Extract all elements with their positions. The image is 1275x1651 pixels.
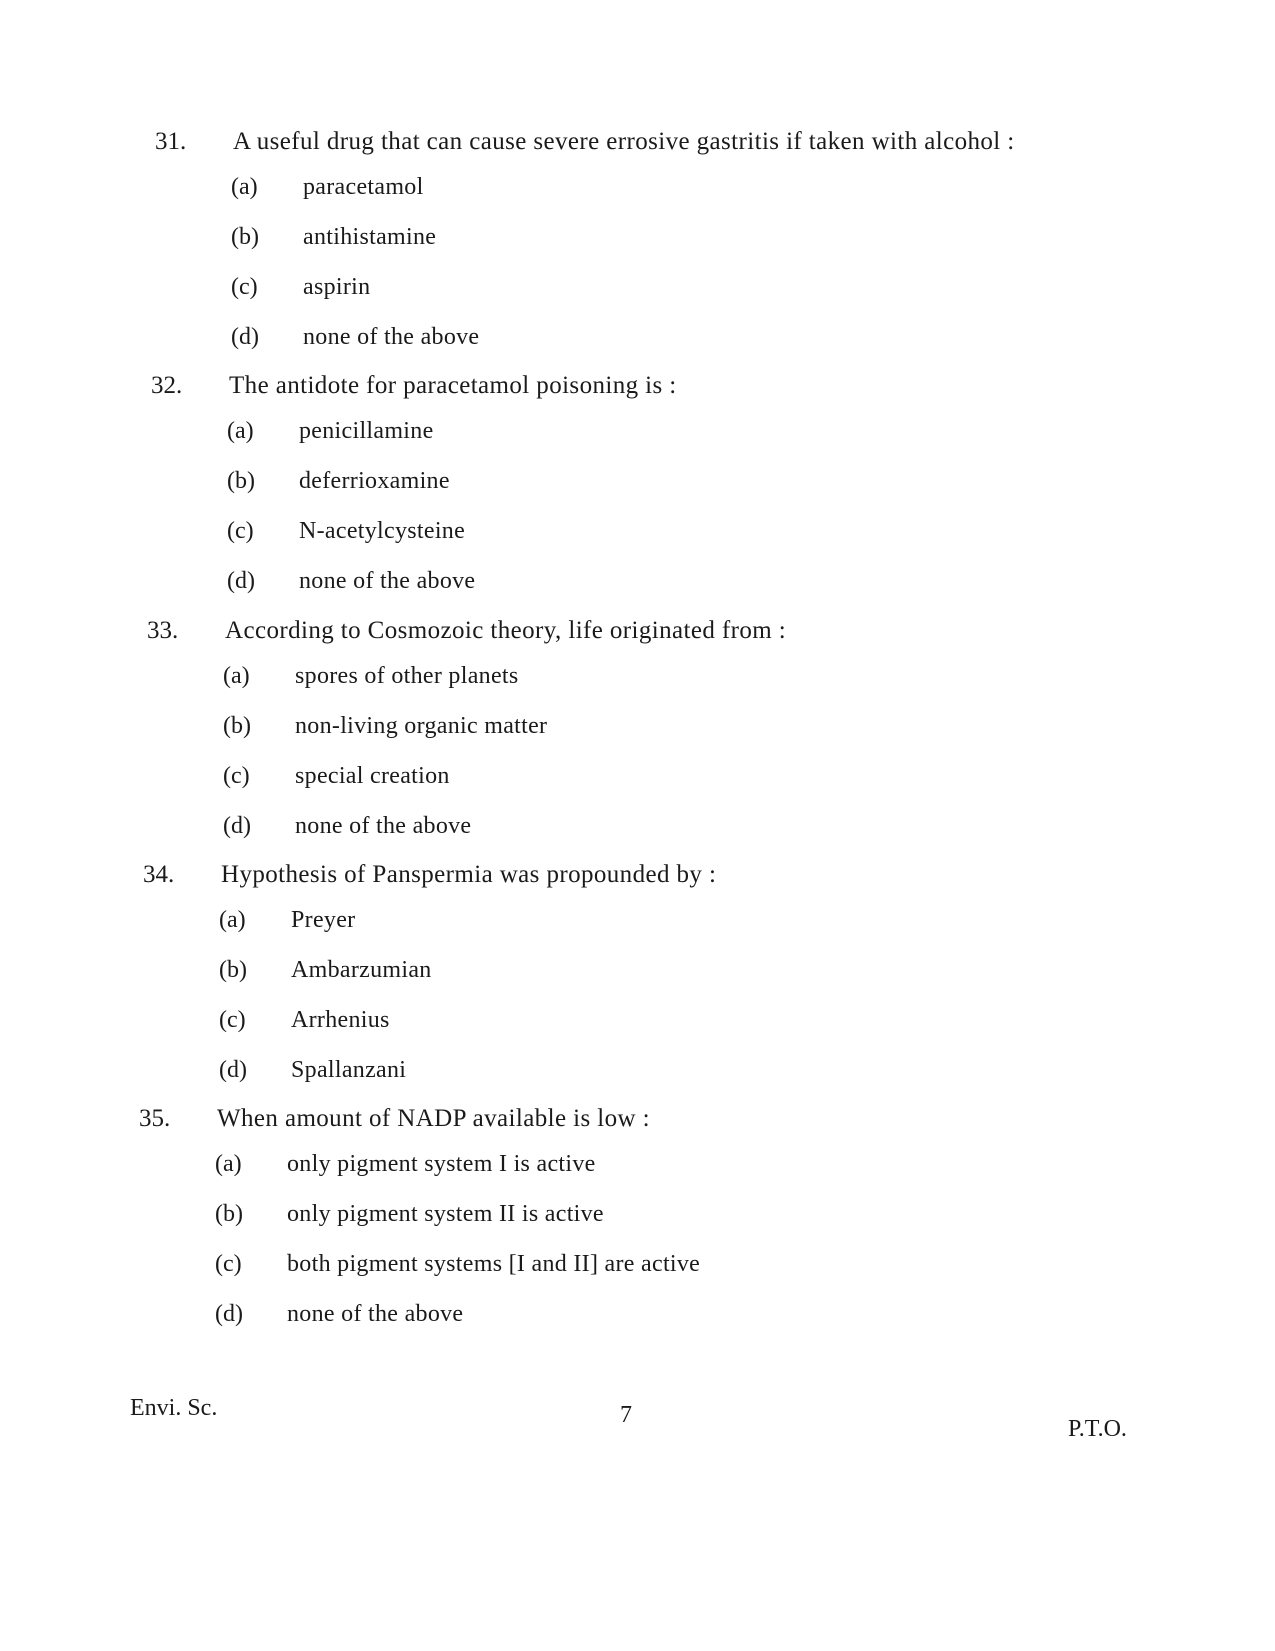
question-number: 35. [139,1105,171,1132]
option-text: spores of other planets [295,663,519,689]
option-text: Ambarzumian [291,957,432,983]
option-label: (c) [231,274,258,300]
option-label: (c) [227,518,254,544]
option-text: none of the above [295,813,472,839]
question-row [151,366,1251,406]
question-text: When amount of NADP available is low : [217,1105,650,1132]
question-33 [147,611,1247,839]
option-text: N-acetylcysteine [299,518,466,544]
option-text: none of the above [299,568,476,594]
question-32 [151,366,1251,594]
question-row [143,855,1243,895]
question-row [147,611,1247,651]
option-label: (d) [227,568,255,594]
option-label: (b) [223,713,251,739]
option-text: none of the above [287,1301,464,1327]
option-text: only pigment system I is active [287,1151,596,1177]
option-label: (b) [219,957,247,983]
option-label: (b) [227,468,255,494]
question-number: 31. [155,128,187,155]
option-label: (c) [219,1007,246,1033]
option-text: Spallanzani [291,1057,407,1083]
option-text: aspirin [303,274,371,300]
option-label: (c) [223,763,250,789]
option-label: (a) [223,663,250,689]
option-label: (d) [215,1301,243,1327]
option-label: (a) [215,1151,242,1177]
option-text: none of the above [303,324,480,350]
option-text: Preyer [291,907,356,933]
question-35 [139,1099,1239,1327]
footer-subject: Envi. Sc. [130,1395,218,1421]
option-label: (c) [215,1251,242,1277]
option-label: (a) [227,418,254,444]
question-text: The antidote for paracetamol poisoning is : [229,372,677,399]
option-label: (d) [223,813,251,839]
question-number: 32. [151,372,183,399]
question-text: A useful drug that can cause severe errosive gastritis if taken with alcohol : [233,128,1015,155]
option-label: (d) [231,324,259,350]
option-text: non-living organic matter [295,713,548,739]
question-text: According to Cosmozoic theory, life originated from : [225,617,787,644]
option-label: (d) [219,1057,247,1083]
question-row [139,1099,1239,1139]
option-text: deferrioxamine [299,468,450,494]
option-text: special creation [295,763,450,789]
footer-pto: P.T.O. [1068,1416,1127,1442]
question-34 [143,855,1243,1083]
question-31 [155,122,1255,350]
option-label: (b) [215,1201,243,1227]
question-row [155,122,1255,162]
option-text: both pigment systems [I and II] are active [287,1251,701,1277]
question-number: 33. [147,617,179,644]
footer-page-number: 7 [620,1402,632,1428]
option-label: (a) [219,907,246,933]
question-text: Hypothesis of Panspermia was propounded by : [221,861,717,888]
option-label: (b) [231,224,259,250]
option-text: penicillamine [299,418,434,444]
option-text: Arrhenius [291,1007,390,1033]
question-number: 34. [143,861,175,888]
option-label: (a) [231,174,258,200]
option-text: paracetamol [303,174,424,200]
option-text: only pigment system II is active [287,1201,604,1227]
option-text: antihistamine [303,224,437,250]
